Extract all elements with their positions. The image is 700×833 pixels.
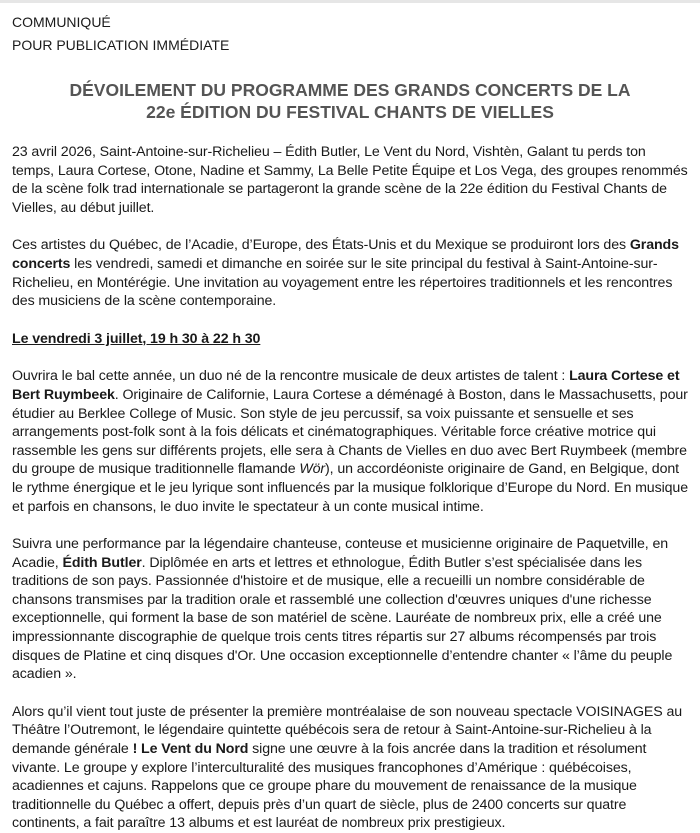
communique-label: COMMUNIQUÉ (12, 14, 111, 30)
vent-du-nord-paragraph (12, 703, 688, 833)
text: Alors qu’il vient tout juste de présenter la première montréalaise de son nouveau spectacle VOISINAGES au Théâtre l’Outremont, le légendaire quintette québécois sera de retour à Saint-Antoine-sur-Richelieu à la demande générale (12, 703, 683, 758)
text: . Diplômée en arts et lettres et ethnologue, Édith Butler s’est spécialisée dans les traditions de son pays. Passionnée d'histoire et de musique, elle a recueilli un nombre considérable de chansons transmises par la tradition orale et rassemblé une collection d'œuvres uniques d'une richesse exceptionnelle, qui forment la base de son matériel de scène. Lauréate de nombreux prix, elle a créé une impressionnante discographie de quelque trois cents titres répartis sur 27 albums récompensés par trois disques de Platine et cinq disques d'Or. Une occasion exceptionnelle d’entendre chanter « l’âme du peuple acadien ». (12, 554, 673, 683)
text: les vendredi, samedi et dimanche en soirée sur le site principal du festival à Saint-Antoine-sur-Richelieu, en Montérégie. Une invitation au voyagement entre les répertoires traditionnels et les rencontres des musiciens de la scène contemporaine. (12, 255, 673, 310)
section-heading-friday: Le vendredi 3 juillet, 19 h 30 à 22 h 30 (12, 330, 261, 347)
text: Ces artistes du Québec, de l’Acadie, d’Europe, des États-Unis et du Mexique se produiront lors des (12, 237, 630, 254)
artist-name-bold: Édith Butler (62, 554, 142, 571)
grands-concerts-bold: Grands concerts (12, 237, 679, 272)
text: Suivra une performance par la légendaire chanteuse, conteuse et musicienne originaire de Paquetville, en Acadie, (12, 536, 669, 571)
edith-butler-paragraph (12, 535, 688, 684)
press-release-document (0, 3, 700, 833)
text: ), un accordéoniste originaire de Gand, en Belgique, dont le rythme énergique et le jeu lyrique sont influencés par la musique folklorique d’Europe du Nord. En musique et parfois en chansons, le duo invite le spectateur à un conte musical intime. (12, 461, 689, 515)
artist-name-bold: Laura Cortese et Bert Ruymbeek (12, 368, 680, 403)
document-title (12, 79, 688, 123)
text: . Originaire de Californie, Laura Cortese a déménagé à Boston, dans le Massachusetts, pour étudier au Berklee College of Music. Son style de jeu percussif, sa voix puissante et sensuelle et ses arrangements post-folk sont à la fois délicats et cinématographiques. Véritable force créative motrice qui rassemble les gens sur différents projets, elle sera à Chants de Vielles en duo avec Bert Ruymbeek (membre du groupe de musique traditionnelle flamande (12, 386, 688, 478)
band-name-italic: Wör (299, 461, 326, 478)
publication-label: POUR PUBLICATION IMMÉDIATE (12, 37, 230, 53)
artist-name-bold: ! Le Vent du Nord (132, 741, 249, 758)
title-line-2: 22e ÉDITION DU FESTIVAL CHANTS DE VIELLES (146, 102, 554, 122)
text: signe une œuvre à la fois ancrée dans la tradition et résolument vivante. Le groupe y explore l’interculturalité des musiques francophones d’Amérique : québécoises, acadiennes et cajuns. Rappelons que ce groupe phare du mouvement de renaissance de la musique traditionnelle du Québec a offert, depuis près d’un quart de siècle, plus de 2400 concerts sur quatre continents, a fait paraître 13 albums et est lauréat de nombreux prix prestigieux. (12, 741, 647, 832)
artists-origin-paragraph (12, 236, 688, 310)
cortese-ruymbeek-paragraph (12, 367, 688, 516)
title-line-1: DÉVOILEMENT DU PROGRAMME DES GRANDS CONCERTS DE LA (69, 80, 631, 100)
intro-paragraph: 23 avril 2026, Saint-Antoine-sur-Richelieu – Édith Butler, Le Vent du Nord, Vishtèn, Galant tu perds ton temps, Laura Cortese, Otone, Nadine et Sammy, La Belle Petite Équipe et Los Vega, des groupes renommés de la scène folk trad internationale se partageront la grande scène de la 22e édition du Festival Chants de Vielles, au début juillet. (12, 144, 688, 216)
text: Ouvrira le bal cette année, un duo né de la rencontre musicale de deux artistes de talent : (12, 368, 570, 385)
